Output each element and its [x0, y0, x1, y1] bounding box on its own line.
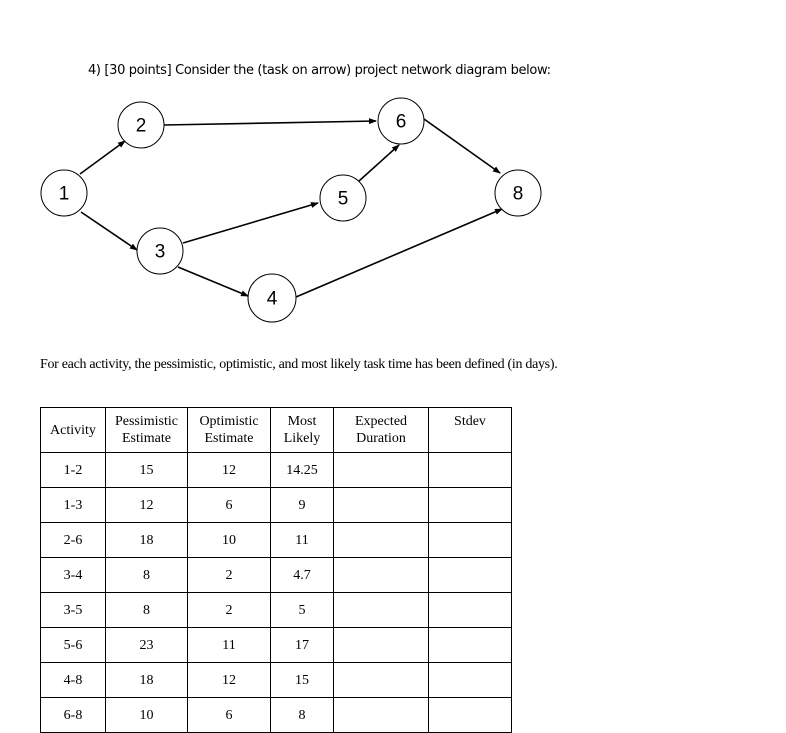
table-row [41, 453, 512, 488]
node-5 [320, 175, 366, 221]
cell-optimistic: 6 [188, 698, 271, 733]
cell-stdev[interactable] [429, 453, 512, 488]
edge-1-2 [80, 141, 125, 174]
node-6-label: 6 [395, 111, 407, 133]
table-row [41, 698, 512, 733]
cell-activity: 5-6 [41, 628, 106, 663]
header-expected-duration [334, 408, 429, 453]
cell-stdev[interactable] [429, 593, 512, 628]
cell-most-likely: 17 [271, 628, 334, 663]
cell-stdev[interactable] [429, 663, 512, 698]
edge-3-4 [178, 267, 248, 296]
cell-pessimistic: 8 [106, 593, 188, 628]
cell-optimistic: 2 [188, 558, 271, 593]
header-optimistic [188, 408, 271, 453]
cell-pessimistic: 8 [106, 558, 188, 593]
cell-optimistic: 10 [188, 523, 271, 558]
table-row [41, 488, 512, 523]
cell-expected[interactable] [334, 558, 429, 593]
cell-optimistic: 12 [188, 453, 271, 488]
header-stdev-label: Stdev [454, 414, 486, 429]
cell-activity: 1-3 [41, 488, 106, 523]
cell-optimistic: 6 [188, 488, 271, 523]
header-stdev [429, 408, 512, 453]
cell-optimistic: 2 [188, 593, 271, 628]
cell-most-likely: 14.25 [271, 453, 334, 488]
header-optimistic-line2: Estimate [204, 431, 254, 446]
node-8 [495, 170, 541, 216]
cell-pessimistic: 18 [106, 523, 188, 558]
cell-optimistic: 12 [188, 663, 271, 698]
edge-6-8 [424, 119, 500, 173]
table-row [41, 593, 512, 628]
edge-4-8 [296, 209, 502, 297]
cell-most-likely: 8 [271, 698, 334, 733]
node-1 [41, 170, 87, 216]
cell-activity: 3-5 [41, 593, 106, 628]
cell-stdev[interactable] [429, 698, 512, 733]
node-3-label: 3 [154, 241, 166, 263]
edge-3-5 [183, 203, 318, 243]
cell-most-likely: 5 [271, 593, 334, 628]
cell-pessimistic: 15 [106, 453, 188, 488]
header-expected-line1: Expected [354, 414, 408, 429]
header-most-likely-line1: Most [287, 414, 317, 429]
cell-expected[interactable] [334, 453, 429, 488]
activity-table [40, 407, 512, 733]
cell-pessimistic: 10 [106, 698, 188, 733]
table-header-row [41, 408, 512, 453]
node-6 [378, 98, 424, 144]
cell-expected[interactable] [334, 488, 429, 523]
cell-activity: 6-8 [41, 698, 106, 733]
header-activity: Activity [41, 408, 106, 453]
cell-most-likely: 4.7 [271, 558, 334, 593]
node-3 [137, 228, 183, 274]
header-pessimistic-line1: Pessimistic [114, 414, 178, 429]
table-row [41, 628, 512, 663]
cell-activity: 1-2 [41, 453, 106, 488]
cell-stdev[interactable] [429, 523, 512, 558]
cell-most-likely: 11 [271, 523, 334, 558]
cell-most-likely: 15 [271, 663, 334, 698]
node-8-label: 8 [512, 183, 524, 205]
cell-stdev[interactable] [429, 488, 512, 523]
cell-expected[interactable] [334, 663, 429, 698]
node-2 [118, 102, 164, 148]
header-pessimistic-line2: Estimate [122, 431, 171, 446]
intro-text: For each activity, the pessimistic, optimistic, and most likely task time has been defined (in days). [40, 357, 558, 372]
header-most-likely-line2: Likely [283, 431, 321, 446]
cell-optimistic: 11 [188, 628, 271, 663]
question-text: 4) [30 points] Consider the (task on arrow) project network diagram below: [88, 63, 551, 78]
cell-stdev[interactable] [429, 628, 512, 663]
node-5-label: 5 [337, 188, 349, 210]
cell-stdev[interactable] [429, 558, 512, 593]
header-pessimistic [106, 408, 188, 453]
edge-1-3 [81, 212, 137, 250]
node-4 [248, 274, 296, 322]
header-most-likely [271, 408, 334, 453]
cell-pessimistic: 23 [106, 628, 188, 663]
edge-2-6 [164, 121, 376, 125]
cell-expected[interactable] [334, 593, 429, 628]
network-diagram [0, 0, 786, 340]
cell-activity: 2-6 [41, 523, 106, 558]
cell-activity: 4-8 [41, 663, 106, 698]
header-optimistic-line1: Optimistic [199, 414, 259, 429]
table-row [41, 523, 512, 558]
cell-most-likely: 9 [271, 488, 334, 523]
node-4-label: 4 [266, 288, 278, 310]
cell-expected[interactable] [334, 698, 429, 733]
cell-pessimistic: 12 [106, 488, 188, 523]
table-row [41, 558, 512, 593]
node-1-label: 1 [58, 183, 70, 205]
header-expected-line2: Duration [356, 431, 406, 446]
cell-pessimistic: 18 [106, 663, 188, 698]
edge-5-6 [359, 145, 399, 181]
cell-expected[interactable] [334, 628, 429, 663]
table-row [41, 663, 512, 698]
cell-expected[interactable] [334, 523, 429, 558]
cell-activity: 3-4 [41, 558, 106, 593]
node-2-label: 2 [135, 115, 147, 137]
